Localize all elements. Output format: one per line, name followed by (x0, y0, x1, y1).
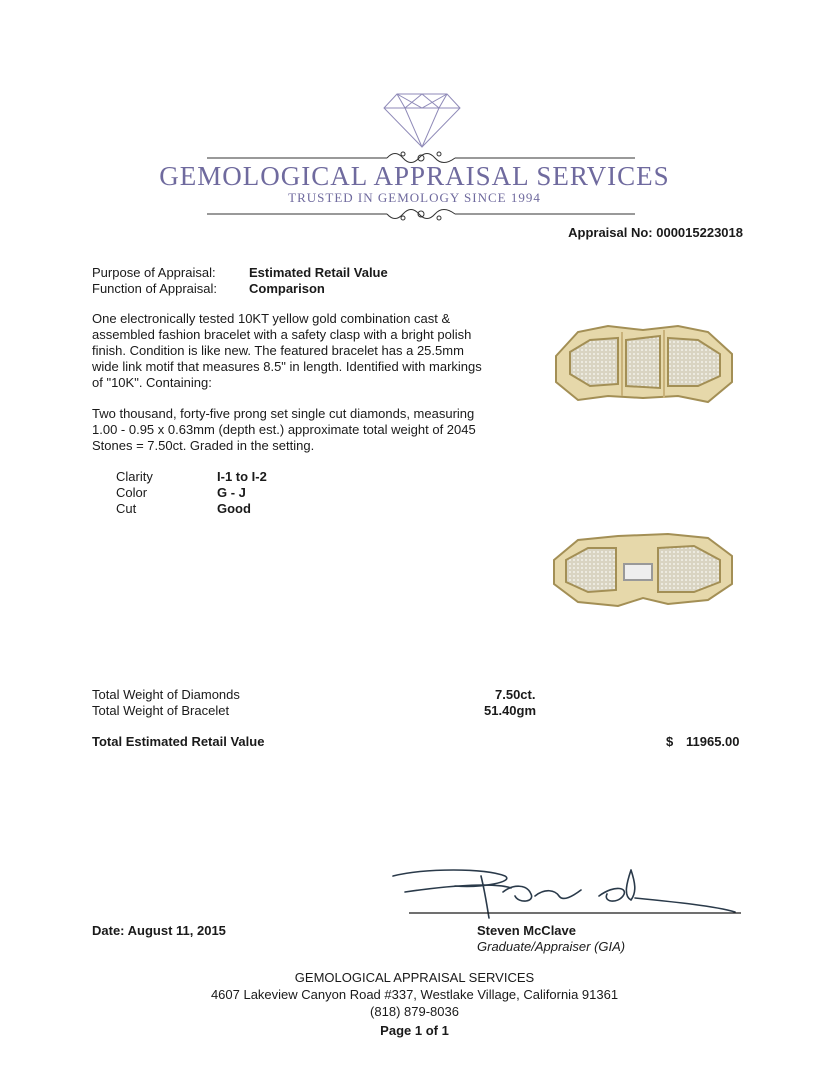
purpose-value: Estimated Retail Value (249, 265, 388, 280)
function-value: Comparison (249, 281, 325, 296)
retail-value-label: Total Estimated Retail Value (92, 734, 265, 749)
ornament-divider-bottom (207, 204, 635, 224)
bracelet-weight-value: 51.40gm (484, 703, 537, 718)
appraisal-date: Date: August 11, 2015 (92, 923, 226, 938)
company-name: GEMOLOGICAL APPRAISAL SERVICES (159, 161, 670, 191)
diamond-weight-label: Total Weight of Diamonds (92, 687, 240, 702)
retail-value-amount: 11965.00 (686, 734, 740, 749)
appraiser-title: Graduate/Appraiser (GIA) (477, 939, 626, 954)
diamond-logo-icon (383, 92, 461, 148)
item-description (92, 311, 512, 391)
diamond-line: 1.00 - 0.95 x 0.63mm (depth est.) approximate total weight of 2045 (92, 422, 476, 437)
description-line: of "10K". Containing: (92, 375, 212, 390)
appraiser-name: Steven McClave (477, 923, 576, 938)
bracelet-weight-label: Total Weight of Bracelet (92, 703, 230, 718)
cut-value: Good (217, 501, 251, 516)
description-line: One electronically tested 10KT yellow gold combination cast & (92, 311, 451, 326)
description-line: assembled fashion bracelet with a safety clasp with a bright polish (92, 327, 472, 342)
description-line: wide link motif that measures 8.5" in length. Identified with markings (92, 359, 482, 374)
currency-symbol: $ (666, 734, 674, 749)
description-line: finish. Condition is like new. The featured bracelet has a 25.5mm (92, 343, 464, 358)
appraisal-number: Appraisal No: 000015223018 (568, 225, 743, 240)
bracelet-photo-bottom (548, 526, 738, 612)
diamond-line: Stones = 7.50ct. Graded in the setting. (92, 438, 315, 453)
bracelet-photo-top (548, 312, 738, 412)
footer-address: 4607 Lakeview Canyon Road #337, Westlake Village, California 91361 (210, 987, 619, 1002)
purpose-label: Purpose of Appraisal: (92, 265, 216, 280)
cut-label: Cut (116, 501, 137, 516)
function-label: Function of Appraisal: (92, 281, 218, 296)
color-value: G - J (217, 485, 246, 500)
diamond-weight-value: 7.50ct. (495, 687, 536, 702)
footer-phone: (818) 879-8036 (370, 1004, 459, 1019)
clarity-label: Clarity (116, 469, 153, 484)
company-tagline: TRUSTED IN GEMOLOGY SINCE 1994 (288, 190, 541, 205)
footer (0, 969, 829, 1039)
diamond-description (92, 406, 512, 454)
handwritten-signature (385, 862, 745, 924)
clarity-value: I-1 to I-2 (217, 469, 267, 484)
diamond-line: Two thousand, forty-five prong set single cut diamonds, measuring (92, 406, 475, 421)
footer-company: GEMOLOGICAL APPRAISAL SERVICES (294, 970, 535, 985)
page-number: Page 1 of 1 (380, 1023, 449, 1038)
color-label: Color (116, 485, 148, 500)
